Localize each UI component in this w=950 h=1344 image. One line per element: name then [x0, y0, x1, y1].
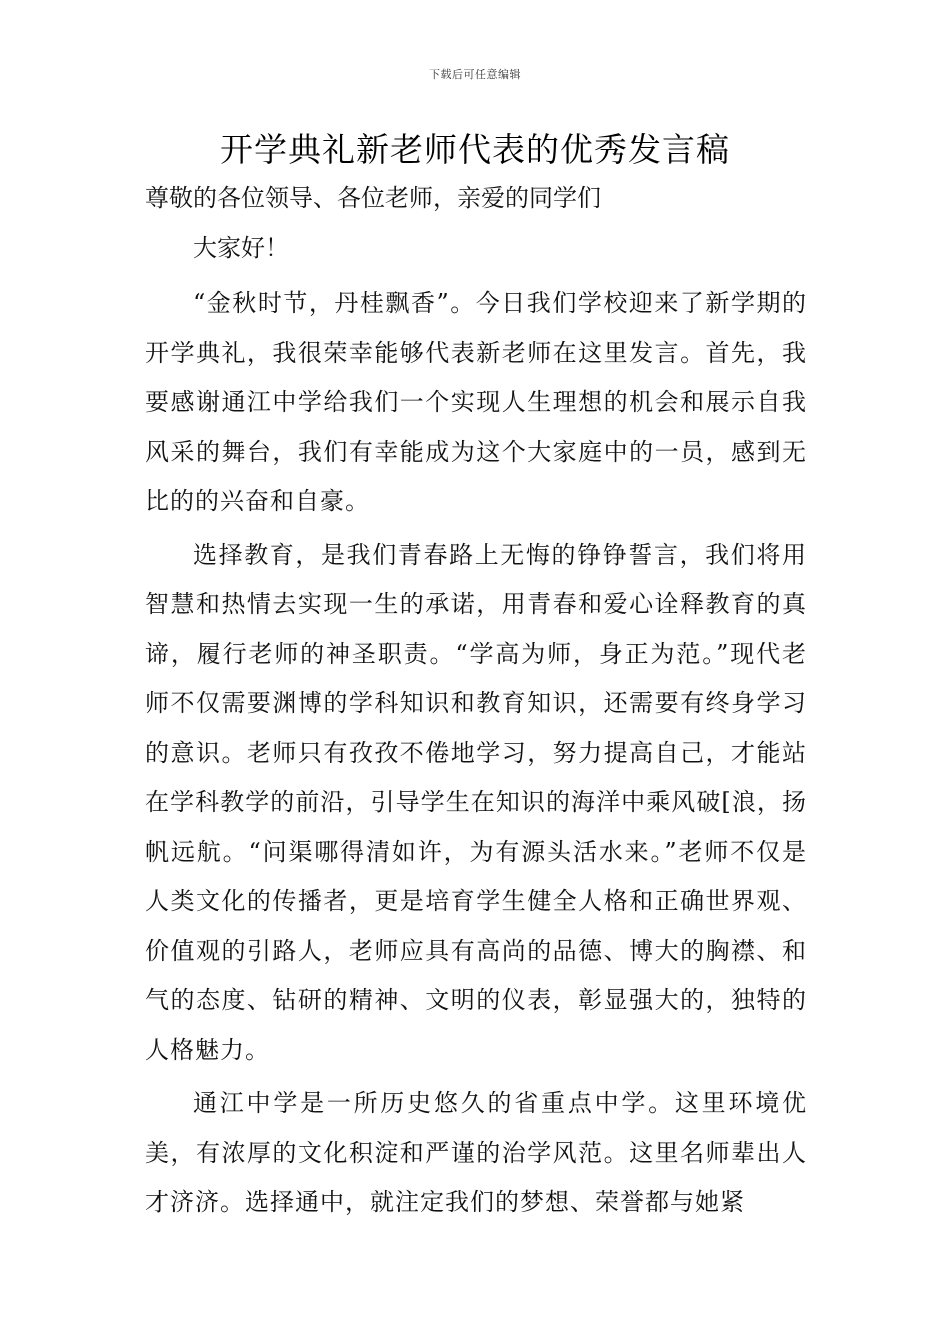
header-note: 下载后可任意编辑 — [429, 68, 521, 81]
greeting: 大家好！ — [193, 234, 289, 262]
body-text — [145, 279, 807, 1228]
paragraph: 选择教育，是我们青春路上无悔的铮铮誓言，我们将用智慧和热情去实现一生的承诺，用青春和爱心诠释教育的真谛，履行老师的神圣职责。“学高为师，身正为范。”现代老师不仅需要渊博的学科知识和教育知识，还需要有终身学习的意识。老师只有孜孜不倦地学习，努力提高自己，才能站在学科教学的前沿，引导学生在知识的海洋中乘风破[浪，扬帆远航。“问渠哪得清如许，为有源头活水来。”老师不仅是人类文化的传播者，更是培育学生健全人格和正确世界观、价值观的引路人，老师应具有高尚的品德、博大的胸襟、和气的态度、钻研的精神、文明的仪表，彰显强大的，独特的人格魅力。 — [145, 540, 807, 1064]
paragraph: 通江中学是一所历史悠久的省重点中学。这里环境优美，有浓厚的文化积淀和严谨的治学风范。这里名师辈出人才济济。选择通中，就注定我们的梦想、荣誉都与她紧 — [145, 1089, 807, 1216]
document-title: 开学典礼新老师代表的优秀发言稿 — [220, 130, 730, 169]
paragraph: “金秋时节，丹桂飘香”。今日我们学校迎来了新学期的开学典礼，我很荣幸能够代表新老师在这里发言。首先，我要感谢通江中学给我们一个实现人生理想的机会和展示自我风采的舞台，我们有幸能成为这个大家庭中的一员，感到无比的的兴奋和自豪。 — [145, 289, 807, 515]
salutation: 尊敬的各位领导、各位老师，亲爱的同学们 — [145, 184, 601, 212]
